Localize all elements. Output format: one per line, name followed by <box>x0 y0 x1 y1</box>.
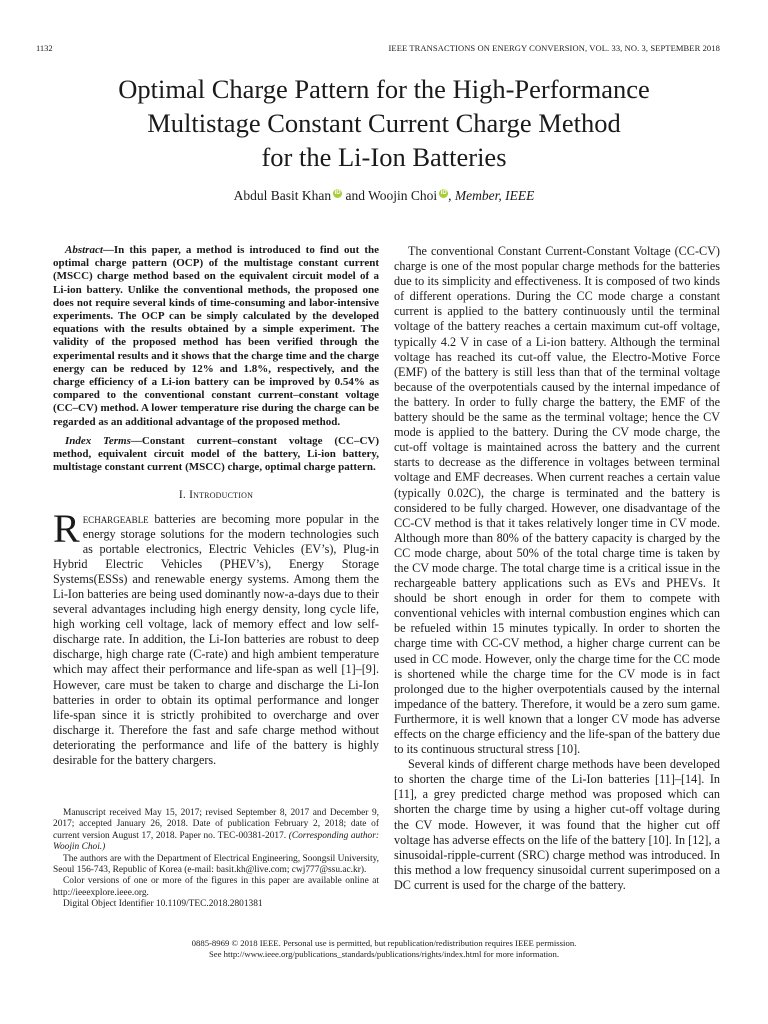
copyright-line-2[interactable]: See http://www.ieee.org/publications_standards/publications/rights/index.html for more information. <box>208 949 560 959</box>
right-column <box>394 244 720 893</box>
body-paragraph-2: Several kinds of different charge methods have been developed to shorten the charge time of the Li-Ion batteries [11]–[14]. In [11], a grey predicted charge method was proposed which can shorten the charge time by using a higher cut-off voltage during the CV mode. However, it was found that the higher cut off voltage has adverse effects on the life of the battery [10]. In [12], a sinusoidal-ripple-current (SRC) charge method was introduced. In this method a low frequency sinusoidal current superimposed on a DC current is used for the charge of the battery. <box>394 757 720 892</box>
author-line: Abdul Basit Khan iD and Woojin Choi iD , Member, IEEE <box>233 188 535 203</box>
author-name-1: Abdul Basit Khan <box>233 188 332 203</box>
title-line-3: for the Li-Ion Batteries <box>261 142 507 172</box>
footnote-corresponding: (Corresponding author: Woojin Choi.) <box>53 830 379 853</box>
abstract-text: —In this paper, a method is introduced to find out the optimal charge pattern (OCP) of the multistage constant current (MSCC) charge method based on the equivalent circuit model of a Li-ion battery. Unlike the conventional methods, the proposed one does not require several kinds of time-consuming and labor-intensive experiments. The OCP can be simply calculated by the developed equations with the results obtained by a simple experiment. The validity of the proposed method has been verified through the experimental results and it shows that the charge time and the charge energy can be reduced by 12% and 1.8%, respectively, and the charge efficiency of a Li-ion battery can be improved by 0.54% as compared to the conventional constant current–constant voltage (CC–CV) method. A lower temperature rise during the charge can be regarded as an additional advantage of the proposed method. <box>53 244 379 428</box>
orcid-icon[interactable]: iD <box>334 190 341 196</box>
copyright-notice <box>0 938 768 960</box>
orcid-icon[interactable]: iD <box>440 190 447 196</box>
author-membership: Member, IEEE <box>454 188 535 203</box>
title-line-2: Multistage Constant Current Charge Method <box>147 108 621 138</box>
author-name-2: and Woojin Choi <box>345 188 438 203</box>
left-column <box>53 244 379 768</box>
section-heading-introduction <box>53 488 379 503</box>
footnote-manuscript-text: Manuscript received May 15, 2017; revised September 8, 2017 and December 9, 2017; accepted January 26, 2018. Date of publication February 2, 2018; date of current version August 17, 2018. Paper no. TEC-00381-2017. <box>53 808 379 841</box>
body-paragraph-1: The conventional Constant Current-Constant Voltage (CC-CV) charge is one of the most popular charge methods for the batteries due to its simplicity and effectiveness. It is composed of two kinds of different operations. During the CC mode charge a constant current is applied to the battery continuously until the terminal voltage of the battery reaches a certain maximum cut-off voltage, typically 4.2 V in case of a Li-ion battery. Although the terminal voltage has reached its cut-off value, the Electro-Motive Force (EMF) of the battery is still less than that of the terminal voltage because of the overpotentials caused by the internal impedance of the battery. In order to fully charge the battery, the EMF of the battery should be the same as the terminal voltage; hence the CV mode is applied to the battery. During the CV mode charge, the cut-off voltage is maintained across the battery and the current starts to decrease as the difference in voltages between terminal voltage and EMF decreases. When current reaches a certain value (typically 0.02C), the charge is terminated and the battery is considered to be fully charged. However, one disadvantage of the CC-CV method is that it takes relatively longer time in CV mode. Although more than 80% of the battery capacity is charged by the CC mode charge, about 50% of the total charge time is taken by the CV mode charge. The total charge time is a critical issue in the rechargeable battery applications such as EVs and PHEVs. It should be short enough in order for them to compete with conventional vehicles with internal combustion engines which can be refueled within 15 minutes typically. In order to shorten the charge time with CC-CV method, a higher charge current can be used in CC mode. However, only the charge time for the CC mode is shortened while the charge time for the CV mode is in fact prolonged due to the higher overpotentials caused by the internal impedance of the battery. Therefore, it would be a zero sum game. Furthermore, it is well known that a longer CV mode has adverse effects on the charge efficiency and the life-span of the battery due to its continuous structural stress [10]. <box>394 244 720 757</box>
section-numeral: I. <box>178 489 186 502</box>
abstract-label: Abstract <box>65 244 103 256</box>
paper-title <box>40 72 728 174</box>
footnote-doi: Digital Object Identifier 10.1109/TEC.2018.2801381 <box>63 899 263 910</box>
intro-text: batteries are becoming more popular in the energy storage solutions for the modern technologies such as portable electronics, Electric Vehicles (EV’s), Plug-in Hybrid Electric Vehicles (PHEV’s), Energy Storage Systems(ESSs) and renewable energy systems. Among them the Li-Ion batteries are being used dominantly now-a-days due to their several advantages including high energy density, long cycle life, high working cell voltage, lack of memory effect and low self-discharge rate. In addition, the Li-Ion batteries are robust to deep discharge, high charge rate (C-rate) and high ambient temperature which may affect their performance and life-span as well [1]–[9]. However, care must be taken to charge and discharge the Li-Ion batteries in order to obtain its optimal performance and longer life-span since it is strictly prohibited to overcharge and over discharge it. Therefore the fast and safe charge method without deteriorating the performance and life of the battery is highly desirable for the battery chargers. <box>53 511 379 768</box>
intro-paragraph <box>53 505 379 769</box>
footnote-manuscript <box>53 808 379 854</box>
drop-cap: R <box>53 505 80 551</box>
abstract <box>53 244 379 429</box>
index-terms-label: Index Terms <box>65 434 131 447</box>
index-terms-text: —Constant current–constant voltage (CC–CV) method, equivalent circuit model of the battery, Li-ion battery, multistage constant current (MSCC) charge, optimal charge pattern. <box>53 434 379 474</box>
intro-first-word: echargeable <box>82 511 149 526</box>
index-terms <box>53 435 379 475</box>
section-title: Introduction <box>189 489 254 502</box>
footnotes <box>53 808 379 911</box>
footnote-color-versions: Color versions of one or more of the figures in this paper are available online at http://ieeexplore.ieee.org. <box>53 876 379 898</box>
title-line-1: Optimal Charge Pattern for the High-Performance <box>118 74 650 104</box>
journal-running-head: IEEE TRANSACTIONS ON ENERGY CONVERSION, VOL. 33, NO. 3, SEPTEMBER 2018 <box>388 43 720 53</box>
footnote-affiliation: The authors are with the Department of Electrical Engineering, Soongsil University, Seoul 156-743, Republic of Korea (e-mail: basit.kh@live.com; cwj777@ssu.ac.kr). <box>53 853 379 876</box>
page-number: 1132 <box>36 43 53 53</box>
copyright-line-1: 0885-8969 © 2018 IEEE. Personal use is permitted, but republication/redistribution requires IEEE permission. <box>191 938 577 948</box>
